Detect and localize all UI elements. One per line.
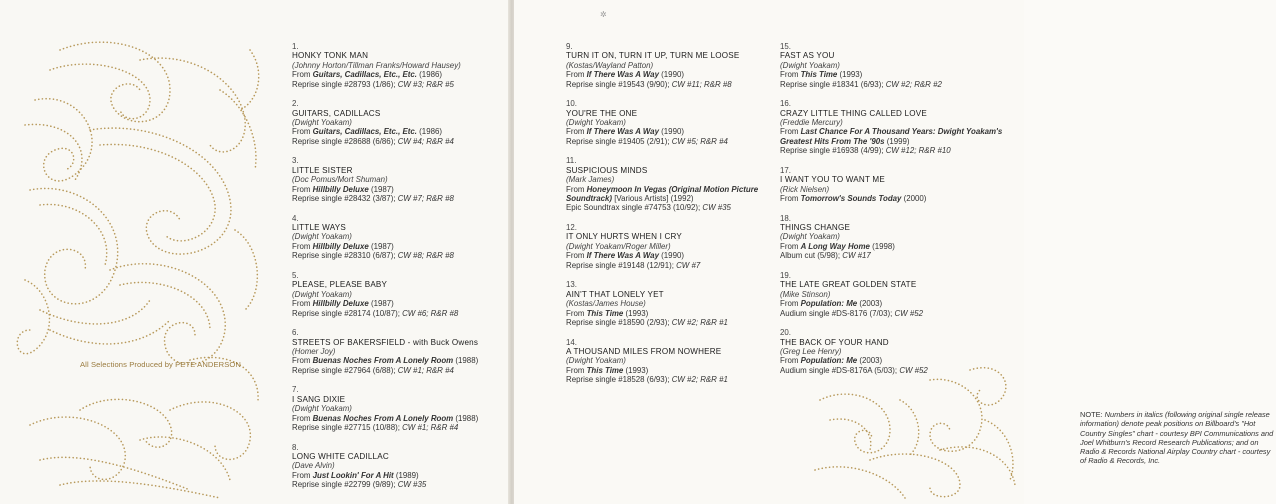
track-number: 3. xyxy=(292,156,299,166)
chart-peak: CW #35 xyxy=(702,203,731,213)
track-title: IT ONLY HURTS WHEN I CRY xyxy=(566,232,683,242)
from-prefix: From xyxy=(780,299,801,309)
track-title: SUSPICIOUS MINDS xyxy=(566,165,648,175)
track-number: 8. xyxy=(292,442,299,452)
album-title: Hillbilly Deluxe xyxy=(312,184,369,194)
track-column-1 xyxy=(292,42,502,500)
track-title: I WANT YOU TO WANT ME xyxy=(780,175,885,185)
track-title: LITTLE WAYS xyxy=(292,223,346,233)
single-info: Reprise single #18590 (2/93); xyxy=(566,317,672,327)
album-year: (1986) xyxy=(416,127,442,137)
track-album-line xyxy=(780,242,1010,251)
album-year: (1986) xyxy=(416,70,442,80)
single-info-line xyxy=(292,194,502,203)
track-title: A THOUSAND MILES FROM NOWHERE xyxy=(566,346,722,356)
track-title: TURN IT ON, TURN IT UP, TURN ME LOOSE xyxy=(566,51,740,61)
single-info: Epic Soundtrax single #74753 (10/92); xyxy=(566,203,703,213)
track-entry xyxy=(780,42,1010,89)
track-column-2 xyxy=(566,42,776,395)
track-entry xyxy=(566,42,776,89)
chart-peak: CW #2; R&R #1 xyxy=(671,317,728,327)
single-info: Reprise single #18528 (6/93); xyxy=(566,375,672,385)
album-title: Hillbilly Deluxe xyxy=(312,299,369,309)
track-number: 10. xyxy=(566,99,577,109)
single-info: Reprise single #22799 (9/89); xyxy=(292,480,398,490)
from-prefix: From xyxy=(780,194,801,204)
single-info: Reprise single #28174 (10/87); xyxy=(292,308,403,318)
chart-peak: CW #1; R&R #4 xyxy=(397,365,454,375)
album-year: (1990) xyxy=(658,251,684,261)
track-album-line xyxy=(566,366,776,375)
single-info-line xyxy=(566,137,776,146)
album-year: (2003) xyxy=(857,299,883,309)
track-column-3 xyxy=(780,42,1010,385)
album-year: (1993) xyxy=(837,70,863,80)
from-prefix: From xyxy=(566,127,587,137)
album-year: (1999) xyxy=(884,136,910,146)
track-title: THINGS CHANGE xyxy=(780,223,851,233)
album-year: (1988) xyxy=(453,413,479,423)
track-title: STREETS OF BAKERSFIELD - with Buck Owens xyxy=(292,337,479,347)
from-prefix: From xyxy=(292,184,313,194)
single-info-line xyxy=(566,80,776,89)
track-album-line xyxy=(292,299,502,308)
chart-peak: CW #17 xyxy=(842,251,871,261)
album-year: (1987) xyxy=(368,184,394,194)
track-writers: (Rick Nielsen) xyxy=(780,184,830,194)
from-prefix: From xyxy=(566,251,587,261)
album-year: (1989) xyxy=(393,470,419,480)
track-entry xyxy=(292,156,502,203)
album-year: (2003) xyxy=(857,356,883,366)
album-title: Buenas Noches From A Lonely Room xyxy=(312,413,454,423)
single-info: Album cut (5/98); xyxy=(780,251,843,261)
chart-peak: CW #1; R&R #4 xyxy=(402,422,459,432)
single-info: Reprise single #19543 (9/90); xyxy=(566,79,672,89)
track-entry xyxy=(292,271,502,318)
track-entry xyxy=(292,42,502,89)
track-number: 18. xyxy=(780,213,791,223)
album-title: Guitars, Cadillacs, Etc., Etc. xyxy=(312,70,417,80)
decorative-swirl-ornament-right xyxy=(810,360,1020,500)
from-prefix: From xyxy=(780,241,801,251)
single-info-line xyxy=(292,423,502,432)
track-number: 7. xyxy=(292,385,299,395)
track-writers: (Dwight Yoakam/Roger Miller) xyxy=(566,241,671,251)
single-info: Reprise single #19405 (2/91); xyxy=(566,136,672,146)
chart-peak: CW #12; R&R #10 xyxy=(885,146,951,156)
from-prefix: From xyxy=(292,356,313,366)
producer-credit: All Selections Produced by PETE ANDERSON xyxy=(80,360,242,369)
track-title: THE BACK OF YOUR HAND xyxy=(780,337,889,347)
from-prefix: From xyxy=(780,70,801,80)
single-info-line xyxy=(566,375,776,384)
from-prefix: From xyxy=(780,356,801,366)
track-writers: (Dwight Yoakam) xyxy=(292,289,352,299)
track-writers: (Homer Joy) xyxy=(292,346,336,356)
track-writers: (Johnny Horton/Tillman Franks/Howard Hausey) xyxy=(292,60,461,70)
from-prefix: From xyxy=(292,70,313,80)
track-writers: (Freddie Mercury) xyxy=(780,118,843,128)
track-number: 19. xyxy=(780,270,791,280)
album-year: (1988) xyxy=(453,356,479,366)
track-writers: (Dwight Yoakam) xyxy=(292,118,352,128)
track-entry xyxy=(566,156,776,212)
track-writers: (Greg Lee Henry) xyxy=(780,346,842,356)
track-title: FAST AS YOU xyxy=(780,51,835,61)
single-info-line xyxy=(292,251,502,260)
album-title: This Time xyxy=(586,308,624,318)
track-entry xyxy=(292,214,502,261)
track-number: 15. xyxy=(780,42,791,51)
single-info-line xyxy=(566,318,776,327)
chart-peak: CW #7; R&R #8 xyxy=(397,194,454,204)
track-album-line xyxy=(292,242,502,251)
album-title: Hillbilly Deluxe xyxy=(312,241,369,251)
from-prefix: From xyxy=(566,365,587,375)
track-album-line xyxy=(566,70,776,79)
chart-peak: CW #52 xyxy=(899,365,928,375)
album-title: If There Was A Way xyxy=(586,127,659,137)
track-title: CRAZY LITTLE THING CALLED LOVE xyxy=(780,108,927,118)
album-title: Last Chance For A Thousand Years: Dwight Yoakam's Greatest Hits From The '90s xyxy=(780,127,1003,146)
chart-peak: CW #2; R&R #2 xyxy=(885,79,942,89)
single-info: Audium single #DS-8176A (5/03); xyxy=(780,365,900,375)
left-page xyxy=(0,0,510,504)
track-writers: (Dwight Yoakam) xyxy=(566,356,626,366)
album-title: If There Was A Way xyxy=(586,251,659,261)
track-title: LITTLE SISTER xyxy=(292,165,353,175)
track-album-line xyxy=(566,251,776,260)
from-prefix: From xyxy=(780,127,801,137)
single-info-line xyxy=(566,261,776,270)
track-album-line xyxy=(780,194,1010,203)
chart-peak: CW #6; R&R #8 xyxy=(402,308,459,318)
from-prefix: From xyxy=(566,70,587,80)
track-number: 6. xyxy=(292,328,299,338)
from-prefix: From xyxy=(292,127,313,137)
track-writers: (Mark James) xyxy=(566,175,615,185)
album-year: (1998) xyxy=(869,241,895,251)
track-title: PLEASE, PLEASE BABY xyxy=(292,280,388,290)
single-info: Reprise single #16938 (4/99); xyxy=(780,146,886,156)
track-title: LONG WHITE CADILLAC xyxy=(292,451,389,461)
track-number: 9. xyxy=(566,42,573,51)
single-info: Reprise single #27715 (10/88); xyxy=(292,422,403,432)
chart-peak: CW #2; R&R #1 xyxy=(671,375,728,385)
chart-peak: CW #3; R&R #5 xyxy=(397,79,454,89)
track-number: 12. xyxy=(566,223,577,233)
album-year: (1990) xyxy=(658,127,684,137)
album-year: (2000) xyxy=(901,194,927,204)
track-title: THE LATE GREAT GOLDEN STATE xyxy=(780,280,917,290)
track-writers: (Kostas/James House) xyxy=(566,299,646,309)
track-entry xyxy=(780,271,1010,318)
track-number: 17. xyxy=(780,165,791,175)
single-info: Reprise single #28432 (3/87); xyxy=(292,194,398,204)
track-title: AIN'T THAT LONELY YET xyxy=(566,289,664,299)
album-year: [Various Artists] (1992) xyxy=(612,194,694,204)
chart-peak: CW #8; R&R #8 xyxy=(397,251,454,261)
track-writers: (Dwight Yoakam) xyxy=(292,232,352,242)
track-writers: (Dwight Yoakam) xyxy=(566,118,626,128)
track-number: 16. xyxy=(780,99,791,109)
track-album-line xyxy=(780,299,1010,308)
album-title: A Long Way Home xyxy=(800,241,870,251)
single-info-line xyxy=(780,309,1010,318)
track-album-line xyxy=(780,70,1010,79)
track-album-line xyxy=(292,414,502,423)
album-title: Tomorrow's Sounds Today xyxy=(800,194,902,204)
track-writers: (Dwight Yoakam) xyxy=(292,404,352,414)
track-writers: (Doc Pomus/Mort Shuman) xyxy=(292,175,388,185)
album-year: (1987) xyxy=(368,299,394,309)
track-number: 20. xyxy=(780,328,791,338)
single-info: Reprise single #28310 (6/87); xyxy=(292,251,398,261)
album-year: (1993) xyxy=(623,365,649,375)
album-year: (1990) xyxy=(658,70,684,80)
track-number: 1. xyxy=(292,42,299,51)
track-writers: (Dave Alvin) xyxy=(292,461,335,471)
single-info-line xyxy=(292,480,502,489)
single-info: Reprise single #18341 (6/93); xyxy=(780,79,886,89)
track-writers: (Mike Stinson) xyxy=(780,289,831,299)
track-entry xyxy=(780,166,1010,204)
chart-peak: CW #11; R&R #8 xyxy=(671,79,732,89)
album-title: Just Lookin' For A Hit xyxy=(312,470,394,480)
album-title: Honeymoon In Vegas (Original Motion Picture Soundtrack) xyxy=(566,184,759,204)
track-writers: (Dwight Yoakam) xyxy=(780,60,840,70)
album-year: (1993) xyxy=(623,308,649,318)
track-album-line xyxy=(566,127,776,136)
single-info-line xyxy=(780,146,1010,155)
single-info-line xyxy=(292,80,502,89)
chart-footnote: NOTE: Numbers in italics (following original single release information) denote peak positions on Billboard's "Hot Country Singles" chart - courtesy BPI Communications and Joel Whitburn's Record Research Publications; and on Radio & Records National Airplay Country chart - courtesy of Radio & Records, Inc. xyxy=(1080,410,1274,466)
page-mark: ✲ xyxy=(600,10,607,19)
track-entry xyxy=(292,385,502,432)
right-page xyxy=(514,0,1274,504)
track-entry xyxy=(780,214,1010,261)
track-entry xyxy=(292,443,502,490)
track-entry xyxy=(566,99,776,146)
single-info: Reprise single #28688 (6/86); xyxy=(292,136,398,146)
track-number: 13. xyxy=(566,280,577,290)
from-prefix: From xyxy=(292,413,313,423)
track-number: 5. xyxy=(292,270,299,280)
chart-peak: CW #5; R&R #4 xyxy=(671,136,728,146)
track-album-line xyxy=(292,70,502,79)
single-info-line xyxy=(566,203,776,212)
track-writers: (Dwight Yoakam) xyxy=(780,232,840,242)
track-writers: (Kostas/Wayland Patton) xyxy=(566,60,654,70)
track-number: 2. xyxy=(292,99,299,109)
single-info-line xyxy=(780,80,1010,89)
from-prefix: From xyxy=(292,470,313,480)
track-entry xyxy=(566,223,776,270)
track-entry xyxy=(292,99,502,146)
album-title: Guitars, Cadillacs, Etc., Etc. xyxy=(312,127,417,137)
album-title: If There Was A Way xyxy=(586,70,659,80)
album-title: This Time xyxy=(586,365,624,375)
single-info-line xyxy=(292,366,502,375)
track-number: 14. xyxy=(566,337,577,347)
single-info-line xyxy=(292,309,502,318)
track-number: 11. xyxy=(566,156,577,166)
chart-peak: CW #7 xyxy=(676,260,701,270)
from-prefix: From xyxy=(566,184,587,194)
track-entry xyxy=(566,280,776,327)
track-album-line xyxy=(566,185,776,204)
track-title: HONKY TONK MAN xyxy=(292,51,369,61)
decorative-swirl-ornament-left xyxy=(20,30,270,500)
from-prefix: From xyxy=(292,299,313,309)
single-info-line xyxy=(292,137,502,146)
track-entry xyxy=(566,338,776,385)
track-entry xyxy=(780,99,1010,155)
chart-peak: CW #35 xyxy=(397,480,427,490)
single-info: Reprise single #19148 (12/91); xyxy=(566,260,677,270)
from-prefix: From xyxy=(292,241,313,251)
track-number: 4. xyxy=(292,213,299,223)
track-album-line xyxy=(292,471,502,480)
album-title: Buenas Noches From A Lonely Room xyxy=(312,356,454,366)
single-info: Reprise single #27964 (6/88); xyxy=(292,365,398,375)
chart-peak: CW #52 xyxy=(894,308,923,318)
track-album-line xyxy=(566,309,776,318)
track-album-line xyxy=(780,127,1010,146)
from-prefix: From xyxy=(566,308,587,318)
chart-peak: CW #4; R&R #4 xyxy=(397,136,454,146)
track-title: I SANG DIXIE xyxy=(292,394,346,404)
album-title: Population: Me xyxy=(800,299,858,309)
album-year: (1987) xyxy=(368,241,394,251)
track-album-line xyxy=(292,356,502,365)
single-info-line xyxy=(780,251,1010,260)
single-info: Audium single #DS-8176 (7/03); xyxy=(780,308,895,318)
album-title: This Time xyxy=(800,70,838,80)
track-title: GUITARS, CADILLACS xyxy=(292,108,381,118)
album-title: Population: Me xyxy=(800,356,858,366)
single-info: Reprise single #28793 (1/86); xyxy=(292,79,398,89)
track-album-line xyxy=(292,127,502,136)
track-title: YOU'RE THE ONE xyxy=(566,108,638,118)
track-album-line xyxy=(292,185,502,194)
track-entry xyxy=(292,328,502,375)
